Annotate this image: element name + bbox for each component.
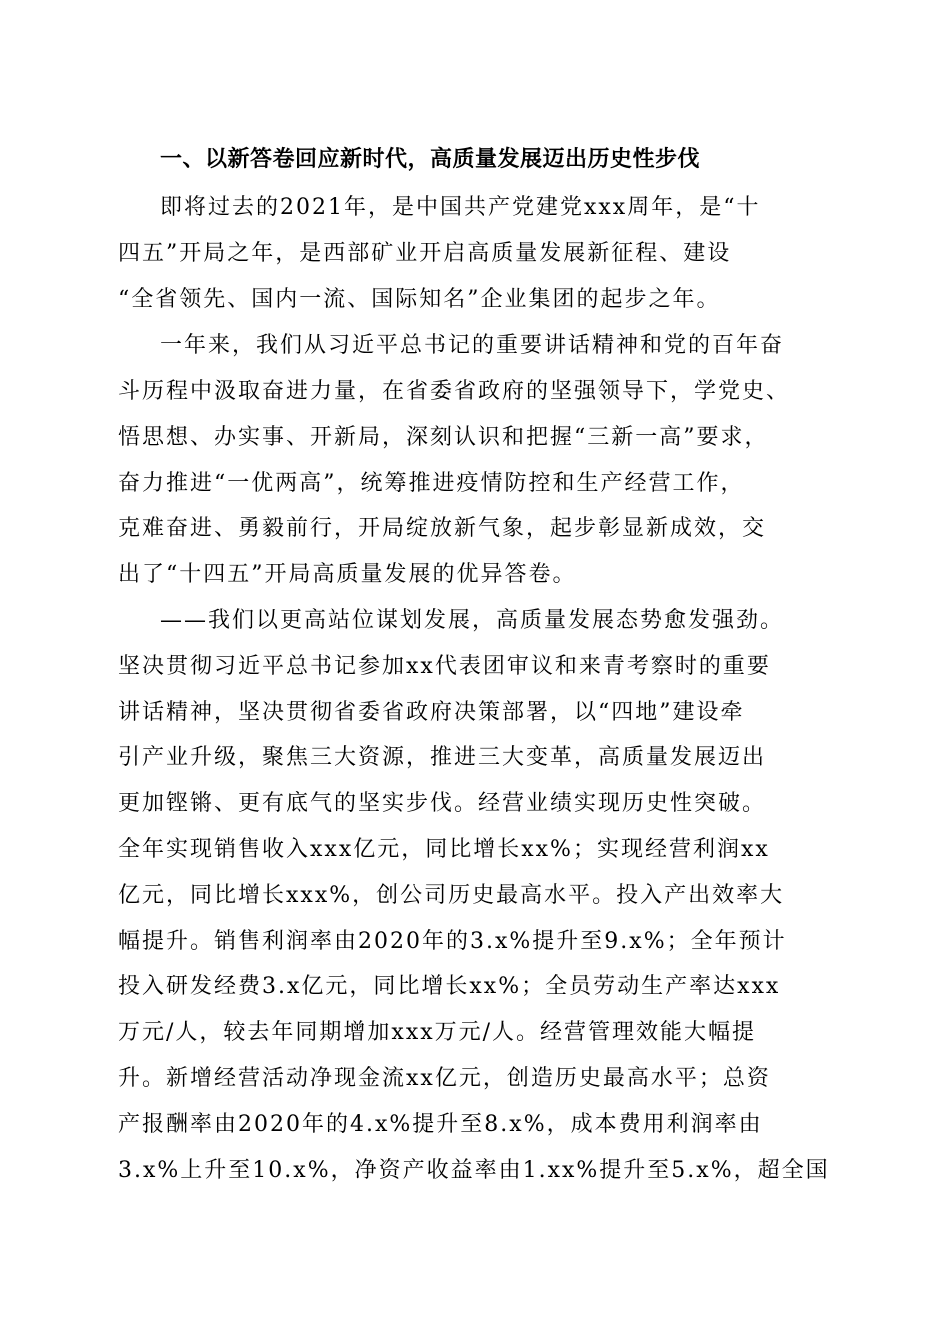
paragraph-line: 四五”开局之年，是西部矿业开启高质量发展新征程、建设 xyxy=(118,241,732,266)
paragraph-line: 升。新增经营活动净现金流xx亿元，创造历史最高水平；总资 xyxy=(118,1066,771,1091)
paragraph-line: 一年来，我们从习近平总书记的重要讲话精神和党的百年奋 xyxy=(160,333,785,358)
paragraph-line: “全省领先、国内一流、国际知名”企业集团的起步之年。 xyxy=(118,287,721,312)
paragraph-line: 坚决贯彻习近平总书记参加xx代表团审议和来青考察时的重要 xyxy=(118,654,771,679)
paragraph-line: 出了“十四五”开局高质量发展的优异答卷。 xyxy=(118,562,577,587)
paragraph-line: 奋力推进“一优两高”，统筹推进疫情防控和生产经营工作， xyxy=(118,471,745,496)
paragraph-line: 幅提升。销售利润率由2020年的3.x%提升至9.x%；全年预计 xyxy=(118,929,787,954)
paragraph-line: 3.x%上升至10.x%，净资产收益率由1.xx%提升至5.x%，超全国 xyxy=(118,1158,830,1183)
paragraph-line: 即将过去的2021年，是中国共产党建党xxx周年，是“十 xyxy=(160,195,761,220)
paragraph-line: ——我们以更高站位谋划发展，高质量发展态势愈发强劲。 xyxy=(160,608,785,633)
paragraph-line: 引产业升级，聚焦三大资源，推进三大变革，高质量发展迈出 xyxy=(118,745,767,770)
paragraph-line: 克难奋进、勇毅前行，开局绽放新气象，起步彰显新成效，交 xyxy=(118,516,767,541)
paragraph-line: 斗历程中汲取奋进力量，在省委省政府的坚强领导下，学党史、 xyxy=(118,379,791,404)
paragraph-line: 投入研发经费3.x亿元，同比增长xx%；全员劳动生产率达xxx xyxy=(118,974,781,999)
paragraph-line: 全年实现销售收入xxx亿元，同比增长xx%；实现经营利润xx xyxy=(118,837,770,862)
paragraph-line: 万元/人，较去年同期增加xxx万元/人。经营管理效能大幅提 xyxy=(118,1020,757,1045)
paragraph-line: 讲话精神，坚决贯彻省委省政府决策部署，以“四地”建设牵 xyxy=(118,700,745,725)
paragraph-line: 产报酬率由2020年的4.x%提升至8.x%，成本费用利润率由 xyxy=(118,1112,763,1137)
section-heading: 一、以新答卷回应新时代，高质量发展迈出历史性步伐 xyxy=(160,147,701,172)
paragraph-line: 亿元，同比增长xxx%，创公司历史最高水平。投入产出效率大 xyxy=(118,883,785,908)
paragraph-line: 更加铿锵、更有底气的坚实步伐。经营业绩实现历史性突破。 xyxy=(118,791,767,816)
paragraph-line: 悟思想、办实事、开新局，深刻认识和把握“三新一高”要求， xyxy=(118,425,769,450)
